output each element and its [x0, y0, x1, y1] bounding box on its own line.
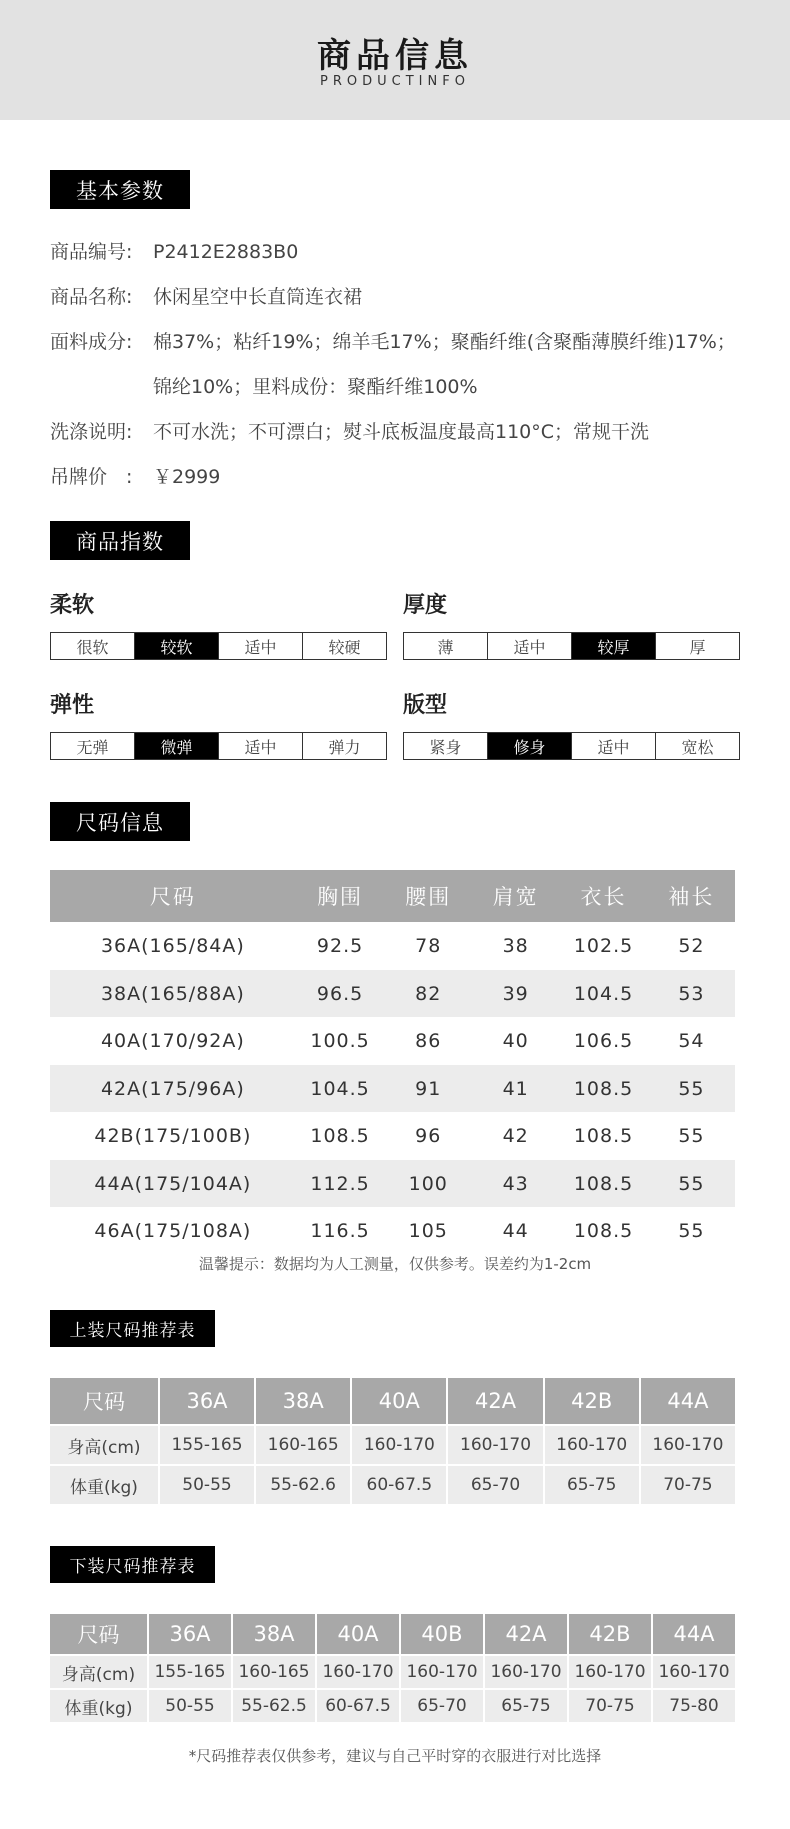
table-row	[50, 1112, 735, 1160]
table-row	[50, 970, 735, 1017]
table-cell: 65-70	[448, 1466, 542, 1504]
rec-header-cell: 42B	[545, 1378, 639, 1424]
table-cell: 96	[415, 1125, 442, 1147]
index-section-label: 商品指数	[50, 521, 190, 560]
table-cell: 160-165	[233, 1656, 315, 1688]
table-cell: 36A(165/84A)	[100, 935, 245, 957]
rec-header-cell: 40A	[352, 1378, 446, 1424]
table-cell: 105	[408, 1220, 448, 1242]
info-value: 休闲星空中长直筒连衣裙	[153, 286, 363, 308]
table-cell: 42A(175/96A)	[50, 1065, 296, 1112]
table-cell: 104.5	[559, 970, 648, 1017]
table-cell: 104.5	[296, 1065, 385, 1112]
table-cell: 108.5	[559, 1065, 648, 1112]
bottom-rec-table	[48, 1612, 737, 1724]
basic-section-label: 基本参数	[50, 170, 190, 209]
index-title-fit: 版型	[403, 693, 448, 718]
table-cell: 108.5	[573, 1220, 634, 1242]
header-cell: 肩宽	[472, 870, 559, 922]
info-key: 商品名称:	[50, 286, 133, 308]
info-row-fabric	[50, 327, 736, 354]
table-cell: 50-55	[149, 1690, 231, 1722]
table-cell: 160-170	[448, 1426, 542, 1464]
table-cell: 46A(175/108A)	[94, 1220, 252, 1242]
rec-header-row	[50, 1378, 735, 1424]
table-cell: 60-67.5	[352, 1466, 446, 1504]
table-cell: 55-62.5	[233, 1690, 315, 1722]
table-cell: 65-75	[485, 1690, 567, 1722]
scale-option: 紧身	[404, 733, 488, 759]
index-title-elasticity: 弹性	[50, 693, 95, 718]
table-cell: 100.5	[310, 1030, 370, 1052]
rec-header-cell: 44A	[653, 1614, 735, 1654]
table-cell: 50-55	[160, 1466, 254, 1504]
table-cell: 160-170	[545, 1426, 639, 1464]
page-subtitle: PRODUCTINFO	[320, 74, 470, 89]
softness-scale	[50, 632, 387, 660]
table-cell: 112.5	[296, 1160, 385, 1207]
table-cell: 53	[648, 970, 735, 1017]
footer-note: *尺码推荐表仅供参考，建议与自己平时穿的衣服进行对比选择	[188, 1747, 602, 1765]
table-cell: 55	[678, 1125, 705, 1147]
table-cell: 108.5	[310, 1125, 370, 1147]
table-cell: 70-75	[569, 1690, 651, 1722]
table-cell: 55-62.6	[256, 1466, 350, 1504]
info-key: 吊牌价 :	[50, 466, 133, 488]
scale-option: 较硬	[328, 637, 361, 657]
table-cell: 60-67.5	[317, 1690, 399, 1722]
rec-header-cell: 42B	[569, 1614, 651, 1654]
top-rec-table	[48, 1376, 737, 1506]
rec-header-cell: 尺码	[50, 1378, 158, 1424]
info-value: P2412E2883B0	[153, 241, 299, 263]
scale-option: 无弹	[51, 733, 135, 759]
table-cell: 160-170	[352, 1426, 446, 1464]
table-cell: 40A(170/92A)	[100, 1030, 245, 1052]
header-cell: 尺码	[50, 870, 296, 922]
info-row-wash	[50, 417, 649, 444]
scale-option: 很软	[51, 633, 135, 659]
table-cell: 70-75	[641, 1466, 735, 1504]
table-cell: 160-170	[485, 1656, 567, 1688]
rec-header-cell: 42A	[448, 1378, 542, 1424]
rec-header-row	[50, 1614, 735, 1654]
table-cell: 106.5	[573, 1030, 634, 1052]
rec-header-cell: 40B	[401, 1614, 483, 1654]
table-row	[50, 1426, 735, 1464]
row-label: 体重(kg)	[50, 1466, 158, 1504]
info-key: 面料成分:	[50, 331, 133, 353]
header-cell: 腰围	[384, 870, 472, 922]
table-cell: 160-170	[641, 1426, 735, 1464]
rec-header-cell: 尺码	[50, 1614, 147, 1654]
index-title-softness: 柔软	[50, 593, 95, 618]
table-cell: 108.5	[559, 1160, 648, 1207]
thickness-scale	[403, 632, 740, 660]
table-cell: 91	[384, 1065, 472, 1112]
size-section-label: 尺码信息	[50, 802, 190, 841]
top-rec-label: 上装尺码推荐表	[50, 1310, 215, 1347]
table-row	[50, 1656, 735, 1688]
table-cell: 55	[648, 1160, 735, 1207]
info-value: 不可水洗；不可漂白；熨斗底板温度最高110°C；常规干洗	[153, 421, 650, 443]
scale-option: 弹力	[328, 737, 361, 757]
info-row-fabric-cont	[50, 372, 478, 399]
scale-option-selected: 微弹	[135, 733, 219, 759]
table-row	[50, 1017, 735, 1065]
page-header	[0, 0, 790, 120]
table-cell: 100	[384, 1160, 472, 1207]
table-cell: 75-80	[653, 1690, 735, 1722]
table-cell: 160-170	[317, 1656, 399, 1688]
size-table-header	[50, 870, 735, 922]
rec-header-cell: 38A	[256, 1378, 350, 1424]
rec-header-cell: 40A	[317, 1614, 399, 1654]
table-cell: 55	[678, 1220, 705, 1242]
table-cell: 102.5	[573, 935, 634, 957]
table-cell: 52	[678, 935, 705, 957]
row-label: 身高(cm)	[50, 1656, 147, 1688]
rec-header-cell: 36A	[149, 1614, 231, 1654]
table-cell: 44	[502, 1220, 529, 1242]
info-row-code	[50, 237, 298, 264]
table-cell: 43	[472, 1160, 559, 1207]
rec-header-cell: 36A	[160, 1378, 254, 1424]
rec-header-cell: 42A	[485, 1614, 567, 1654]
table-cell: 82	[384, 970, 472, 1017]
rec-header-cell: 44A	[641, 1378, 735, 1424]
table-cell: 96.5	[296, 970, 385, 1017]
rec-header-cell: 38A	[233, 1614, 315, 1654]
table-cell: 65-75	[545, 1466, 639, 1504]
header-cell: 衣长	[559, 870, 648, 922]
bottom-rec-label: 下装尺码推荐表	[50, 1546, 215, 1583]
info-value: ￥2999	[153, 466, 221, 488]
table-cell: 160-165	[256, 1426, 350, 1464]
table-cell: 116.5	[310, 1220, 370, 1242]
table-cell: 44A(175/104A)	[50, 1160, 296, 1207]
table-cell: 108.5	[573, 1125, 634, 1147]
info-row-price	[50, 462, 220, 489]
scale-option: 适中	[219, 633, 303, 659]
table-cell: 42	[502, 1125, 529, 1147]
scale-option: 适中	[572, 733, 656, 759]
table-cell: 38	[502, 935, 529, 957]
table-cell: 155-165	[149, 1656, 231, 1688]
header-cell: 胸围	[296, 870, 385, 922]
table-cell: 160-170	[569, 1656, 651, 1688]
table-cell: 86	[415, 1030, 442, 1052]
size-note: 温馨提示：数据均为人工测量，仅供参考。误差约为1-2cm	[198, 1255, 592, 1273]
scale-option-selected: 较软	[135, 633, 219, 659]
info-value: 锦纶10%；里料成份：聚酯纤维100%	[153, 376, 478, 398]
table-cell: 78	[415, 935, 442, 957]
header-cell: 袖长	[648, 870, 735, 922]
table-cell: 65-70	[401, 1690, 483, 1722]
table-cell: 38A(165/88A)	[50, 970, 296, 1017]
scale-option-selected: 修身	[488, 733, 572, 759]
row-label: 体重(kg)	[50, 1690, 147, 1722]
page-title: 商品信息	[317, 36, 473, 76]
size-table	[50, 870, 735, 1255]
table-row	[50, 922, 735, 970]
scale-option: 薄	[404, 633, 488, 659]
scale-option: 宽松	[681, 737, 714, 757]
table-cell: 39	[472, 970, 559, 1017]
table-cell: 160-170	[653, 1656, 735, 1688]
table-row	[50, 1690, 735, 1722]
row-label: 身高(cm)	[50, 1426, 158, 1464]
scale-option-selected: 较厚	[572, 633, 656, 659]
elasticity-scale	[50, 732, 387, 760]
info-value: 棉37%；粘纤19%；绵羊毛17%；聚酯纤维(含聚酯薄膜纤维)17%；	[153, 331, 736, 353]
info-key: 商品编号:	[50, 241, 133, 263]
table-row	[50, 1466, 735, 1504]
scale-option: 厚	[689, 637, 706, 657]
table-cell: 160-170	[401, 1656, 483, 1688]
scale-option: 适中	[219, 733, 303, 759]
index-title-thickness: 厚度	[403, 593, 448, 618]
table-row	[50, 1160, 735, 1207]
fit-scale	[403, 732, 740, 760]
info-row-name	[50, 282, 362, 309]
table-row	[50, 1065, 735, 1112]
table-row	[50, 1207, 735, 1255]
scale-option: 适中	[488, 633, 572, 659]
table-cell: 92.5	[316, 935, 364, 957]
info-key: 洗涤说明:	[50, 421, 133, 443]
table-cell: 41	[472, 1065, 559, 1112]
table-cell: 54	[678, 1030, 705, 1052]
table-cell: 42B(175/100B)	[94, 1125, 252, 1147]
table-cell: 40	[502, 1030, 529, 1052]
table-cell: 55	[648, 1065, 735, 1112]
table-cell: 155-165	[160, 1426, 254, 1464]
